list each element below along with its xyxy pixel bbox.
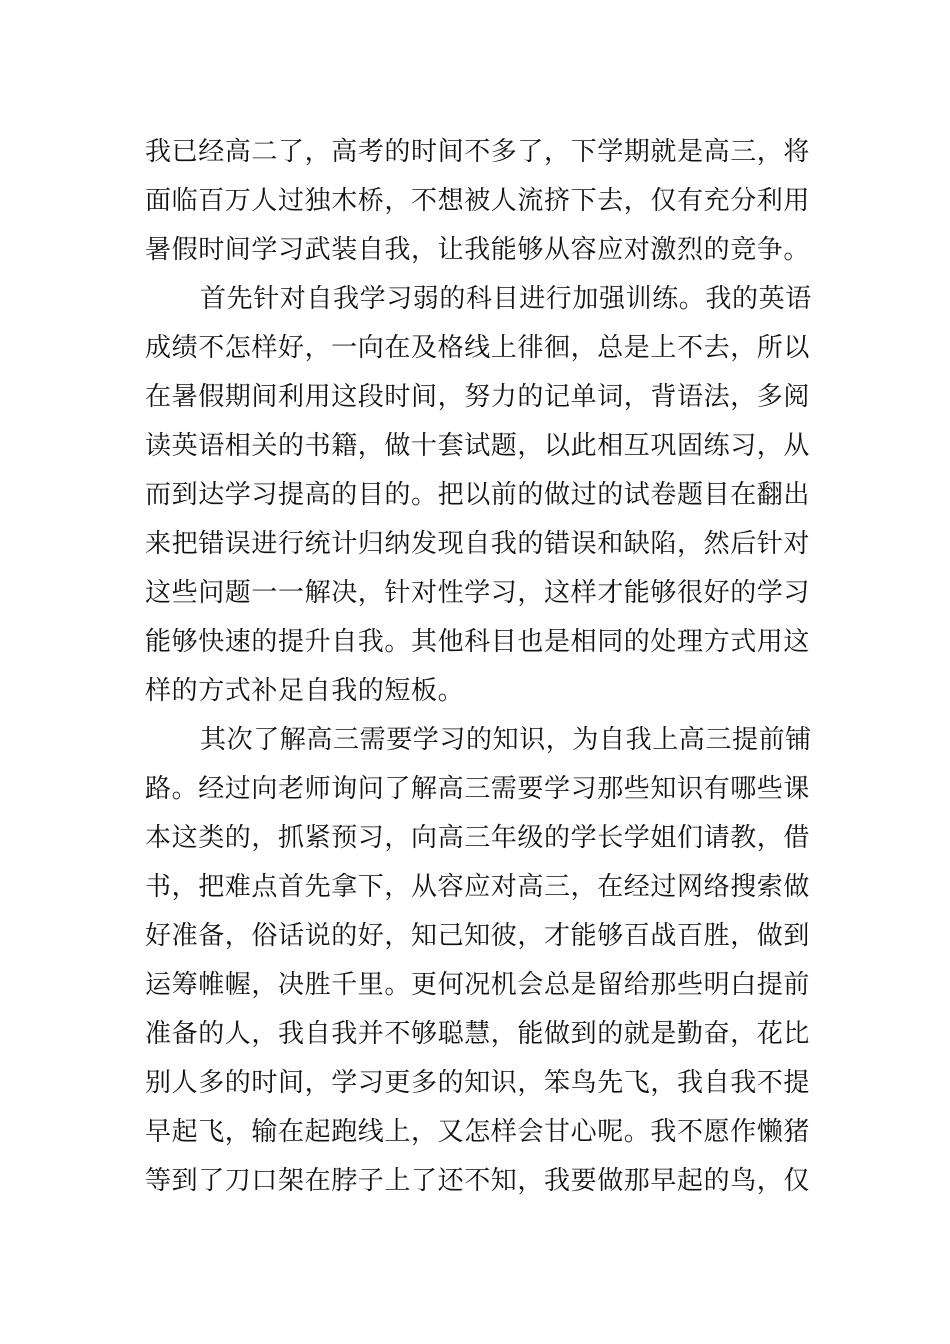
text-line: 来把错误进行统计归纳发现自我的错误和缺陷，然后针对 bbox=[145, 529, 811, 559]
text-line: 而到达学习提高的目的。把以前的做过的试卷题目在翻出 bbox=[145, 480, 811, 510]
text-line: 准备的人，我自我并不够聪慧，能做到的就是勤奋，花比 bbox=[145, 1019, 811, 1049]
text-line: 路。经过向老师询问了解高三需要学习那些知识有哪些课 bbox=[145, 774, 811, 804]
text-line: 等到了刀口架在脖子上了还不知，我要做那早起的鸟，仅 bbox=[145, 1166, 811, 1196]
text-line: 早起飞，输在起跑线上，又怎样会甘心呢。我不愿作懒猪 bbox=[145, 1117, 811, 1147]
text-line: 这些问题一一解决，针对性学习，这样才能够很好的学习 bbox=[145, 578, 811, 608]
paragraph-start-line: 首先针对自我学习弱的科目进行加强训练。我的英语 bbox=[200, 284, 812, 314]
paragraph-start-line: 其次了解高三需要学习的知识，为自我上高三提前铺 bbox=[200, 725, 812, 755]
text-line: 运筹帷幄，决胜千里。更何况机会总是留给那些明白提前 bbox=[145, 970, 811, 1000]
text-line: 能够快速的提升自我。其他科目也是相同的处理方式用这 bbox=[145, 627, 811, 657]
text-line: 面临百万人过独木桥，不想被人流挤下去，仅有充分利用 bbox=[145, 186, 811, 216]
body-text bbox=[145, 128, 815, 1206]
text-line: 暑假时间学习武装自我，让我能够从容应对激烈的竞争。 bbox=[145, 235, 811, 265]
text-line: 我已经高二了，高考的时间不多了，下学期就是高三，将 bbox=[145, 137, 811, 167]
text-line: 书，把难点首先拿下，从容应对高三，在经过网络搜索做 bbox=[145, 872, 811, 902]
text-line: 读英语相关的书籍，做十套试题，以此相互巩固练习，从 bbox=[145, 431, 811, 461]
text-line: 在暑假期间利用这段时间，努力的记单词，背语法，多阅 bbox=[145, 382, 811, 412]
text-line: 本这类的，抓紧预习，向高三年级的学长学姐们请教，借 bbox=[145, 823, 811, 853]
text-line: 样的方式补足自我的短板。 bbox=[145, 676, 465, 706]
text-line: 好准备，俗话说的好，知己知彼，才能够百战百胜，做到 bbox=[145, 921, 811, 951]
text-line: 别人多的时间，学习更多的知识，笨鸟先飞，我自我不提 bbox=[145, 1068, 811, 1098]
text-line: 成绩不怎样好，一向在及格线上徘徊，总是上不去，所以 bbox=[145, 333, 811, 363]
